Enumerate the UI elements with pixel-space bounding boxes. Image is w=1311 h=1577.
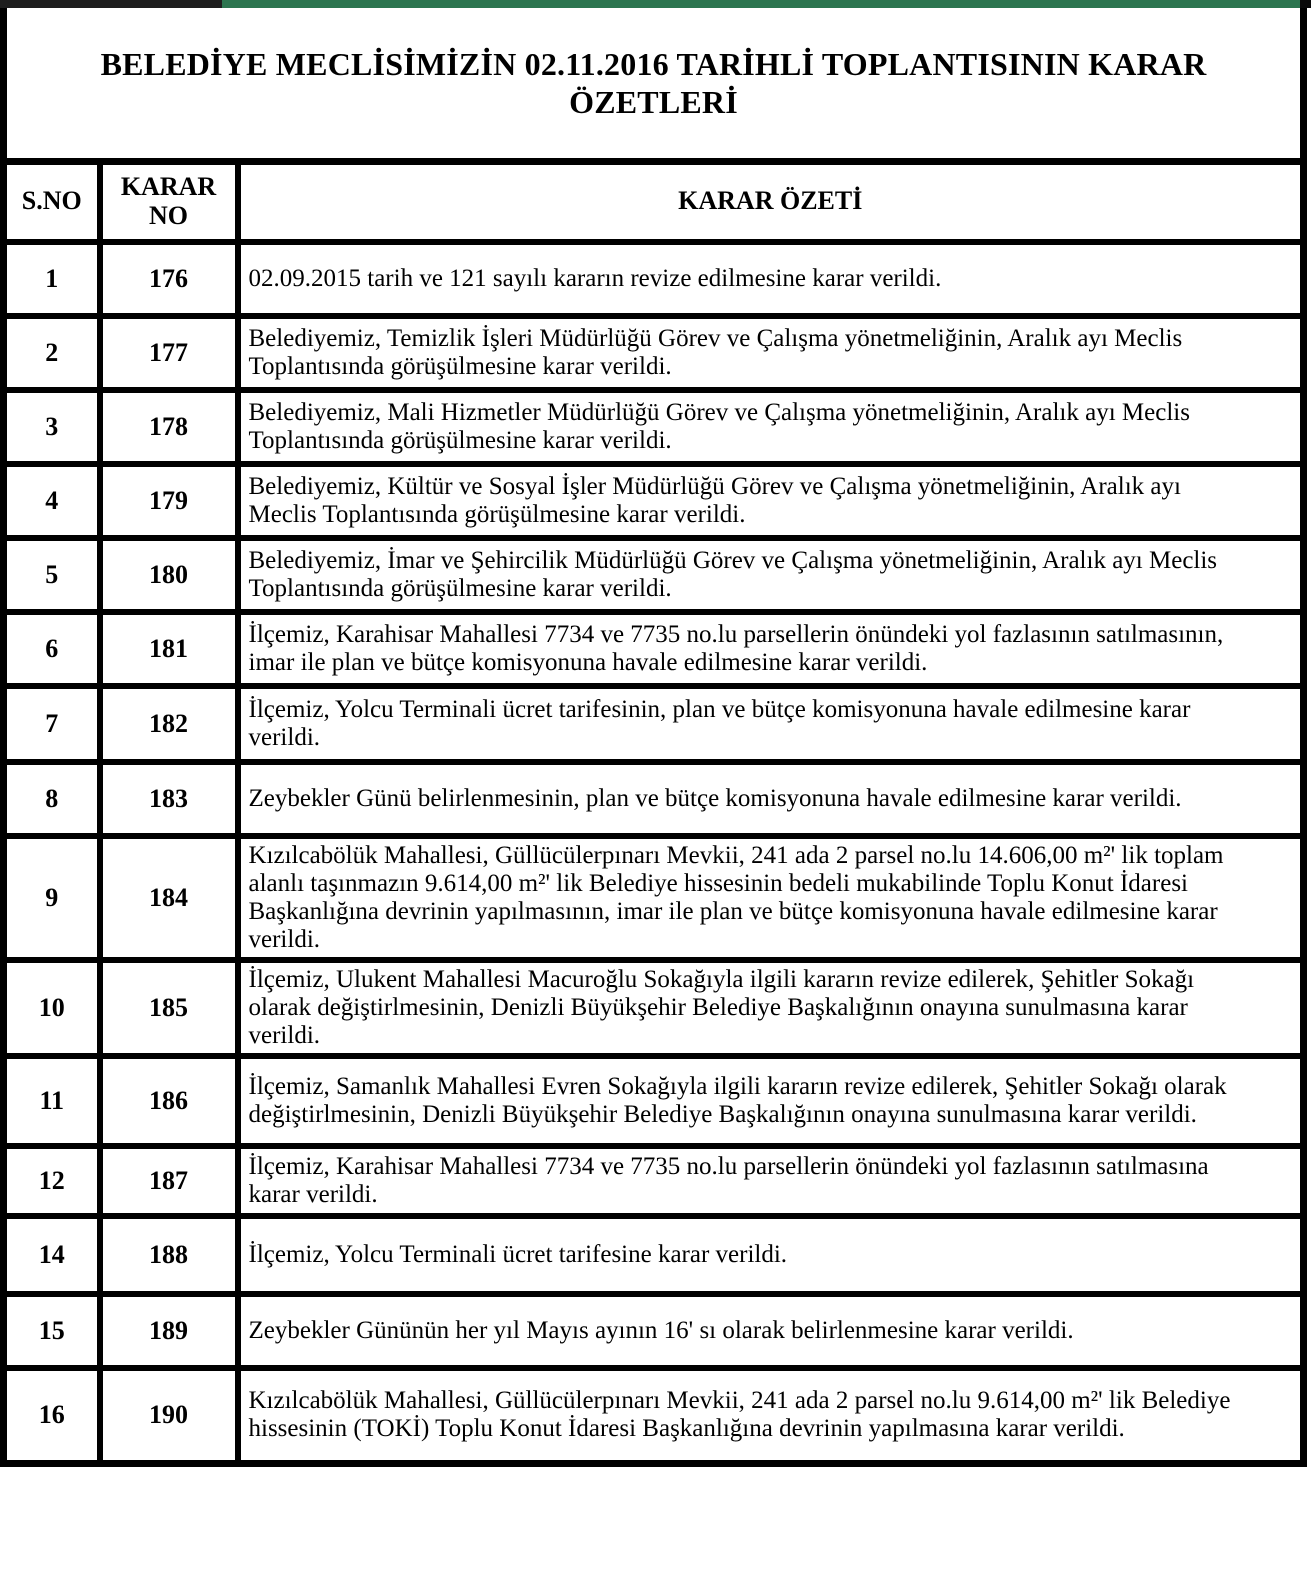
ozet-cell: 02.09.2015 tarih ve 121 sayılı kararın revize edilmesine karar verildi. <box>238 242 1304 316</box>
karar-no-cell: 182 <box>100 686 238 762</box>
table-row <box>4 612 1304 686</box>
karar-no-cell: 185 <box>100 960 238 1056</box>
sno-cell: 6 <box>4 612 100 686</box>
karar-no-cell: 180 <box>100 538 238 612</box>
sno-cell: 7 <box>4 686 100 762</box>
table-row <box>4 762 1304 836</box>
sno-cell: 3 <box>4 390 100 464</box>
ozet-cell: İlçemiz, Karahisar Mahallesi 7734 ve 7735 no.lu parsellerin önündeki yol fazlasının satılmasına karar verildi. <box>238 1146 1304 1216</box>
sno-cell: 4 <box>4 464 100 538</box>
table-row <box>4 1216 1304 1294</box>
sno-cell: 8 <box>4 762 100 836</box>
ozet-cell: İlçemiz, Yolcu Terminali ücret tarifesine karar verildi. <box>238 1216 1304 1294</box>
table-row <box>4 1056 1304 1146</box>
title-block <box>0 8 1307 158</box>
karar-no-cell: 183 <box>100 762 238 836</box>
ozet-cell: Kızılcabölük Mahallesi, Güllücülerpınarı Mevkii, 241 ada 2 parsel no.lu 9.614,00 m²' lik Belediye hissesinin (TOKİ) Toplu Konut İdaresi Başkanlığına devrinin yapılmasına karar verildi. <box>238 1368 1304 1464</box>
table-row <box>4 242 1304 316</box>
karar-no-cell: 188 <box>100 1216 238 1294</box>
karar-no-cell: 179 <box>100 464 238 538</box>
ozet-cell: Belediyemiz, Mali Hizmetler Müdürlüğü Görev ve Çalışma yönetmeliğinin, Aralık ayı Meclis Toplantısında görüşülmesine karar verildi. <box>238 390 1304 464</box>
table-row <box>4 316 1304 390</box>
karar-no-cell: 189 <box>100 1294 238 1368</box>
sno-cell: 10 <box>4 960 100 1056</box>
header-karar-ozeti: KARAR ÖZETİ <box>238 162 1304 242</box>
header-karar-no: KARAR NO <box>100 162 238 242</box>
ozet-cell: Zeybekler Gününün her yıl Mayıs ayının 16' sı olarak belirlenmesine karar verildi. <box>238 1294 1304 1368</box>
karar-no-cell: 177 <box>100 316 238 390</box>
ozet-cell: Zeybekler Günü belirlenmesinin, plan ve bütçe komisyonuna havale edilmesine karar verildi. <box>238 762 1304 836</box>
sno-cell: 5 <box>4 538 100 612</box>
sno-cell: 16 <box>4 1368 100 1464</box>
ozet-cell: İlçemiz, Yolcu Terminali ücret tarifesinin, plan ve bütçe komisyonuna havale edilmesine karar verildi. <box>238 686 1304 762</box>
sno-cell: 14 <box>4 1216 100 1294</box>
ozet-cell: Belediyemiz, İmar ve Şehircilik Müdürlüğü Görev ve Çalışma yönetmeliğinin, Aralık ayı Meclis Toplantısında görüşülmesine karar verildi. <box>238 538 1304 612</box>
top-bar-black-segment <box>1300 0 1311 8</box>
sno-cell: 15 <box>4 1294 100 1368</box>
decision-table <box>0 158 1307 1467</box>
document-sheet <box>0 8 1307 1467</box>
sno-cell: 12 <box>4 1146 100 1216</box>
top-bar <box>0 0 1311 8</box>
table-header-row <box>4 162 1304 242</box>
table-row <box>4 1368 1304 1464</box>
ozet-cell: İlçemiz, Samanlık Mahallesi Evren Sokağıyla ilgili kararın revize edilerek, Şehitler Sokağı olarak değiştirlmesinin, Denizli Büyükşehir Belediye Başkalığının onayına sunulmasına karar verildi. <box>238 1056 1304 1146</box>
karar-no-cell: 181 <box>100 612 238 686</box>
karar-no-cell: 176 <box>100 242 238 316</box>
karar-no-cell: 178 <box>100 390 238 464</box>
karar-no-cell: 186 <box>100 1056 238 1146</box>
top-bar-green-segment <box>222 0 1300 8</box>
ozet-cell: Belediyemiz, Kültür ve Sosyal İşler Müdürlüğü Görev ve Çalışma yönetmeliğinin, Aralık ayı Meclis Toplantısında görüşülmesine karar verildi. <box>238 464 1304 538</box>
ozet-cell: Kızılcabölük Mahallesi, Güllücülerpınarı Mevkii, 241 ada 2 parsel no.lu 14.606,00 m²' lik toplam alanlı taşınmazın 9.614,00 m²' lik Belediye hissesinin bedeli mukabilinde Toplu Konut İdaresi Başkanlığına devrinin yapılmasının, imar ile plan ve bütçe komisyonuna havale edilmesine karar verildi. <box>238 836 1304 960</box>
table-row <box>4 836 1304 960</box>
ozet-cell: Belediyemiz, Temizlik İşleri Müdürlüğü Görev ve Çalışma yönetmeliğinin, Aralık ayı Meclis Toplantısında görüşülmesine karar verildi. <box>238 316 1304 390</box>
table-row <box>4 960 1304 1056</box>
table-row <box>4 1146 1304 1216</box>
table-row <box>4 464 1304 538</box>
header-sno: S.NO <box>4 162 100 242</box>
ozet-cell: İlçemiz, Karahisar Mahallesi 7734 ve 7735 no.lu parsellerin önündeki yol fazlasının satılmasının, imar ile plan ve bütçe komisyonuna havale edilmesine karar verildi. <box>238 612 1304 686</box>
karar-no-cell: 190 <box>100 1368 238 1464</box>
table-row <box>4 686 1304 762</box>
sno-cell: 9 <box>4 836 100 960</box>
table-row <box>4 538 1304 612</box>
sno-cell: 2 <box>4 316 100 390</box>
sno-cell: 1 <box>4 242 100 316</box>
decision-table-body <box>4 242 1304 1464</box>
karar-no-cell: 184 <box>100 836 238 960</box>
sno-cell: 11 <box>4 1056 100 1146</box>
page-title: BELEDİYE MECLİSİMİZİN 02.11.2016 TARİHLİ TOPLANTISININ KARAR ÖZETLERİ <box>100 45 1207 120</box>
table-row <box>4 1294 1304 1368</box>
top-bar-dark-segment <box>0 0 222 8</box>
table-row <box>4 390 1304 464</box>
karar-no-cell: 187 <box>100 1146 238 1216</box>
ozet-cell: İlçemiz, Ulukent Mahallesi Macuroğlu Sokağıyla ilgili kararın revize edilerek, Şehitler Sokağı olarak değiştirlmesinin, Denizli Büyükşehir Belediye Başkalığının onayına sunulmasına karar verildi. <box>238 960 1304 1056</box>
